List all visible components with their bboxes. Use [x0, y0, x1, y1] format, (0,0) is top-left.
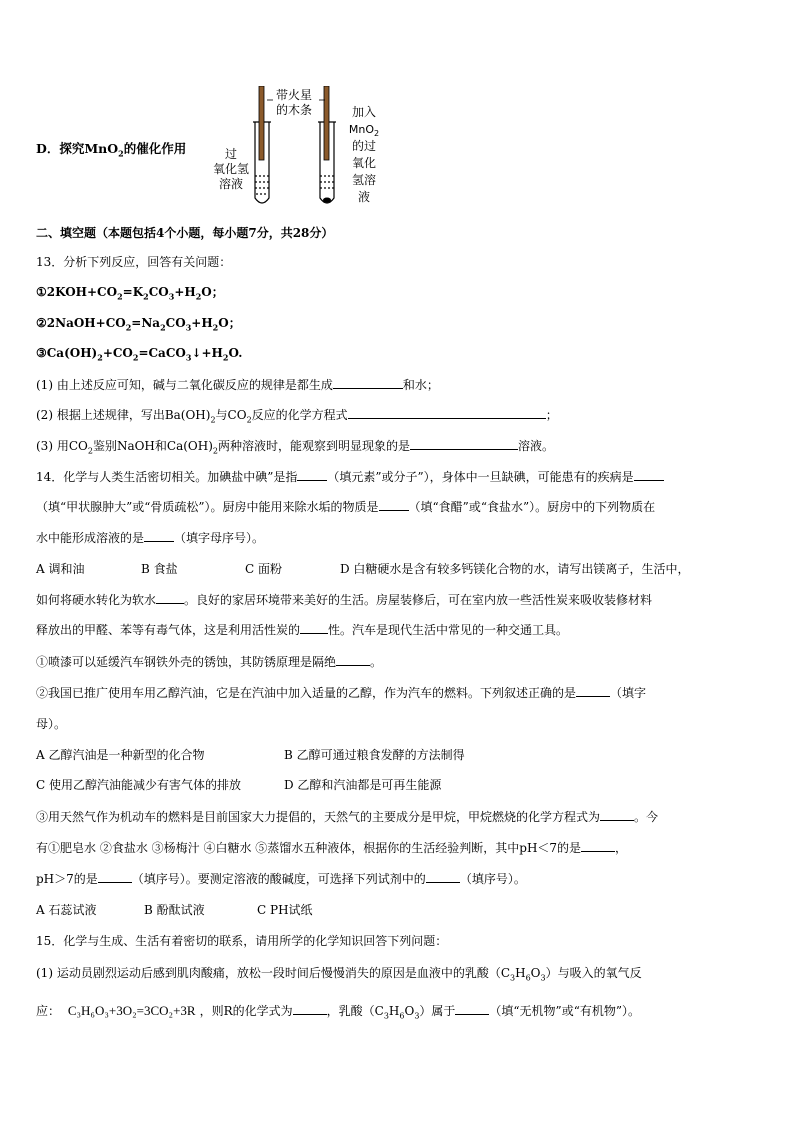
q14-line-8: ②我国已推广使用车用乙醇汽油，它是在汽油中加入适量的乙醇，作为汽车的燃料。下列叙述正确的是 （填字 [36, 686, 647, 700]
q14-line-7: ①喷漆可以延缓汽车钢铁外壳的锈蚀，其防锈原理是隔绝 。 [36, 655, 383, 669]
answer-blank[interactable] [426, 871, 460, 883]
q15-line-1: (1) 运动员剧烈运动后感到肌肉酸痛，放松一段时间后慢慢消失的原因是血液中的乳酸$(C_3H_6O_3)$与吸入的氧气反 [36, 966, 642, 983]
option-d-label: D．探究MnO$_2$的催化作用 [36, 141, 187, 159]
q14-option-a[interactable]: A 调和油 [36, 562, 85, 576]
answer-blank[interactable] [379, 499, 409, 511]
q14-line-11 [36, 777, 441, 793]
answer-blank[interactable] [348, 407, 546, 419]
lactic-acid-equation: C₃H₆O₃+3O₂=3CO₂+3R [67, 1003, 196, 1018]
q14-line-3: 水中能形成溶液的是 （填字母序号）。 [36, 531, 265, 545]
answer-blank[interactable] [634, 469, 664, 481]
answer-blank[interactable] [336, 654, 370, 666]
glowing-splint-right [324, 86, 329, 160]
q14-line-5: 如何将硬水转化为软水 。良好的家居环境带来美好的生活。房屋装修后，可在室内放一些活性炭来吸收装修材料 [36, 593, 653, 607]
q13-sub-3: (3) 用$CO_2$鉴别NaOH和$Ca(OH)_2$两种溶液时，能观察到明显现象的是 溶液。 [36, 439, 555, 456]
glowing-splint-left [259, 86, 264, 160]
q14-option-c[interactable]: C 面粉 [245, 562, 282, 576]
q14-line-4: A 调和油 B 食盐 C 面粉 D 白糖硬水是含有较多钙镁化合物的水，请写出镁离子，生活中， [36, 562, 690, 576]
q14-indicator-option-a[interactable]: A 石蕊试液 [36, 903, 97, 917]
q14-option-b[interactable]: B 食盐 [141, 562, 178, 576]
answer-blank[interactable] [600, 809, 634, 821]
q14-indicator-option-b[interactable]: B 酚酞试液 [144, 903, 205, 917]
q15-line-2: 应： C₃H₆O₃+3O₂=3CO₂+3R ，则R的化学式为 ，乳酸$(C_3H_6O_3)$属于 （填“无机物”或“有机物”）。 [36, 1003, 640, 1021]
q14-indicator-option-c[interactable]: C PH试纸 [257, 903, 313, 917]
q14-line-6: 释放出的甲醛、苯等有毒气体，这是利用活性炭的 性。汽车是现代生活中常见的一种交通工具。 [36, 623, 569, 637]
answer-blank[interactable] [410, 438, 518, 450]
q14-line-1: 14．化学与人类生活密切相关。加碘盐中碘”是指 （填元素”或分子”），身体中一旦缺碘，可能患有的疾病是 [36, 469, 664, 485]
answer-blank[interactable] [333, 377, 403, 389]
q14-ethanol-option-a[interactable]: A 乙醇汽油是一种新型的化合物 [36, 748, 205, 762]
section-title: 二、填空题（本题包括4个小题，每小题7分，共28分） [36, 226, 334, 240]
answer-blank[interactable] [581, 840, 615, 852]
q14-line-14: pH＞7的是 （填序号）。要测定溶液的酸碱度，可选择下列试剂中的 （填序号）。 [36, 872, 526, 886]
answer-blank[interactable] [300, 622, 328, 634]
answer-blank[interactable] [576, 685, 610, 697]
answer-blank[interactable] [156, 592, 184, 604]
q14-line-2: （填“甲状腺肿大”或“骨质疏松”）。厨房中能用来除水垢的物质是 （填“食醋”或“食盐水”）。厨房中的下列物质在 [36, 500, 656, 514]
q14-line-10 [36, 747, 465, 763]
mno2-powder [323, 198, 331, 203]
q13-sub-2: (2) 根据上述规律，写出$Ba(OH)_2$与$CO_2$反应的化学方程式 ； [36, 408, 558, 425]
q13-reaction-1: $①2KOH+CO_2=K_2CO_3+H_2O$； [36, 285, 224, 302]
q14-line-13: 有①肥皂水 ②食盐水 ③杨梅汁 ④白糖水 ⑤蒸馏水五种液体，根据你的生活经验判断，其中pH＜7的是 ， [36, 841, 628, 855]
left-solution-label: 过 氧化氢 溶液 [212, 147, 249, 191]
answer-blank[interactable] [98, 871, 132, 883]
answer-blank[interactable] [297, 469, 327, 481]
answer-blank[interactable] [293, 1003, 327, 1015]
q14-ethanol-option-d[interactable]: D 乙醇和汽油都是可再生能源 [284, 778, 442, 792]
splint-label: 带火星 的木条 [276, 88, 313, 117]
q13-stem: 13．分析下列反应，回答有关问题： [36, 255, 232, 269]
answer-blank[interactable] [455, 1003, 489, 1015]
q15-stem: 15．化学与生成、生活有着密切的联系，请用所学的化学知识回答下列问题： [36, 934, 448, 948]
q14-line-12: ③用天然气作为机动车的燃料是目前国家大力提倡的，天然气的主要成分是甲烷，甲烷燃烧的化学方程式为 。今 [36, 810, 659, 824]
right-solution-label: 加入 MnO$_2$ 的过 氧化 氢溶 液 [348, 105, 380, 204]
q14-line-15 [36, 902, 313, 918]
q14-ethanol-option-b[interactable]: B 乙醇可通过粮食发酵的方法制得 [284, 748, 465, 762]
q14-ethanol-option-c[interactable]: C 使用乙醇汽油能减少有害气体的排放 [36, 778, 241, 792]
answer-blank[interactable] [144, 530, 174, 542]
q13-sub-1: (1) 由上述反应可知，碱与二氧化碳反应的规律是都生成 和水； [36, 378, 439, 392]
q13-reaction-3: $③Ca(OH)_2+CO_2=CaCO_3↓+H_2O$. [36, 346, 243, 363]
q13-reaction-2: $②2NaOH+CO_2=Na_2CO_3+H_2O$； [36, 316, 241, 333]
q14-line-9: 母）。 [36, 717, 67, 731]
